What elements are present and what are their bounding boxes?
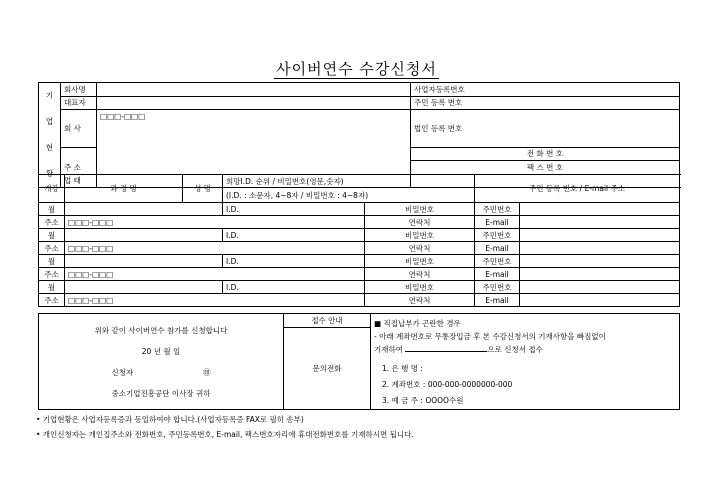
email-field[interactable] [520,242,680,255]
month-cell[interactable]: 월 [39,203,65,216]
bank-name: 1. 은 행 명 : [382,364,423,373]
email-field[interactable] [520,268,680,281]
trainee-row [39,203,680,216]
trainee-row [39,216,680,229]
address-label: 주소 [39,294,65,307]
seal-icon: ㊞ [203,367,211,377]
email-label: E-mail [475,268,520,281]
payment-line1: - 아래 계좌번호로 무통장입금 후 본 수강신청서의 기재사항을 빠짐없이 [374,332,606,341]
id-subheader: (I.D. : 소문자, 4~8자 / 비밀번호 : 4~8자) [223,189,475,203]
course-field[interactable] [65,281,223,294]
month-cell[interactable]: 월 [39,229,65,242]
corp-no-label: 법인 등록 번호 [411,110,680,148]
course-field[interactable] [65,203,223,216]
resident-no-label: 주민 등록 번호 [411,96,680,110]
address-label: 주소 [39,268,65,281]
course-start-header: 개강 [39,175,65,203]
id-cell[interactable]: I.D. [223,281,365,294]
address-label: 주소 [39,216,65,229]
contact-label: 연락처 [365,294,475,307]
id-header: 희망I.D. 순위 / 비밀번호(영문,숫자) [223,175,475,189]
phone-label: 전 화 번 호 [411,147,680,161]
trainee-table [38,174,680,307]
address-field[interactable]: □□□-□□□ [65,242,365,255]
footnotes [36,412,414,442]
reg-no-label: 사업자등록번호 [411,83,680,97]
resident-field[interactable] [520,229,680,242]
payment-info [371,314,680,410]
company-name-field[interactable] [97,83,411,97]
password-label: 비밀번호 [365,255,475,268]
resident-label: 주민번호 [475,229,520,242]
company-address-field[interactable]: □□□-□□□ [97,110,411,188]
trainee-row [39,294,680,307]
address-field[interactable]: □□□-□□□ [65,216,365,229]
fax-label: 팩 스 번 호 [411,161,680,175]
account-number: 2. 계좌번호 : 000-000-0000000-000 [382,380,513,389]
payment-heading: ■ 직접납부가 곤란한 경우 [374,319,461,328]
ceo-field[interactable] [97,96,411,110]
applicant-label: 신청자 [111,367,134,377]
address-field[interactable]: □□□-□□□ [65,294,365,307]
month-cell[interactable]: 월 [39,281,65,294]
blank-line [405,343,487,352]
email-label: E-mail [475,216,520,229]
trainee-row [39,281,680,294]
trainee-row [39,229,680,242]
date-text[interactable]: 20 년 월 일 [141,346,181,356]
company-info-table [38,82,680,188]
course-field[interactable] [65,229,223,242]
business-label: 업 태 [61,174,97,188]
month-cell[interactable]: 월 [39,255,65,268]
reception-label: 접수 안내 [284,314,371,328]
resident-label: 주민번호 [475,281,520,294]
resident-email-header: 주민 등록 번호 / E-mail 주소 [475,175,680,203]
id-cell[interactable]: I.D. [223,255,365,268]
contact-label: 연락처 [365,268,475,281]
statement-text: 위와 같이 사이버연수 참가를 신청합니다 [94,325,228,335]
password-label: 비밀번호 [365,203,475,216]
address-label: 주소 [39,242,65,255]
inquiry-phone-label: 문의전화 [284,328,371,410]
trainee-row [39,255,680,268]
application-table [38,313,680,410]
recipient-text: 중소기업진흥공단 이사장 귀하 [111,388,211,398]
trainee-row [39,242,680,255]
address-label-bottom: 주 소 [61,161,97,175]
name-header: 성 명 [183,175,223,203]
resident-field[interactable] [520,255,680,268]
note-item: • 기업현황은 사업자등록증과 동일하여야 합니다.(사업자등록증 FAX로 필히 송부) [36,415,304,424]
trainee-row [39,268,680,281]
password-label: 비밀번호 [365,281,475,294]
address-label-spacer [61,147,97,161]
email-label: E-mail [475,242,520,255]
contact-label: 연락처 [365,242,475,255]
address-label-top: 회 사 [61,110,97,148]
id-cell[interactable]: I.D. [223,229,365,242]
payment-line2: 기재하여 으로 신청서 접수 [374,345,543,354]
ceo-label: 대표자 [61,96,97,110]
email-field[interactable] [520,294,680,307]
company-side-label: 기 업 현 황 [39,83,61,188]
address-field[interactable]: □□□-□□□ [65,268,365,281]
applicant-line [42,362,280,383]
resident-label: 주민번호 [475,255,520,268]
account-holder: 3. 예 금 주 : OOOO수원 [382,396,464,405]
application-statement [39,314,284,410]
course-name-header: 과 정 명 [65,175,183,203]
note-item: • 개인신청자는 개인집주소와 전화번호, 주민등록번호, E-mail, 팩스번호자리에 휴대전화번호를 기재하시면 됩니다. [36,430,414,439]
resident-label: 주민번호 [475,203,520,216]
course-field[interactable] [65,255,223,268]
email-label: E-mail [475,294,520,307]
resident-field[interactable] [520,203,680,216]
page-title: 사이버연수 수강신청서 [276,60,437,78]
id-cell[interactable]: I.D. [223,203,365,216]
email-field[interactable] [520,216,680,229]
contact-label: 연락처 [365,216,475,229]
resident-field[interactable] [520,281,680,294]
password-label: 비밀번호 [365,229,475,242]
company-name-label: 회사명 [61,83,97,97]
